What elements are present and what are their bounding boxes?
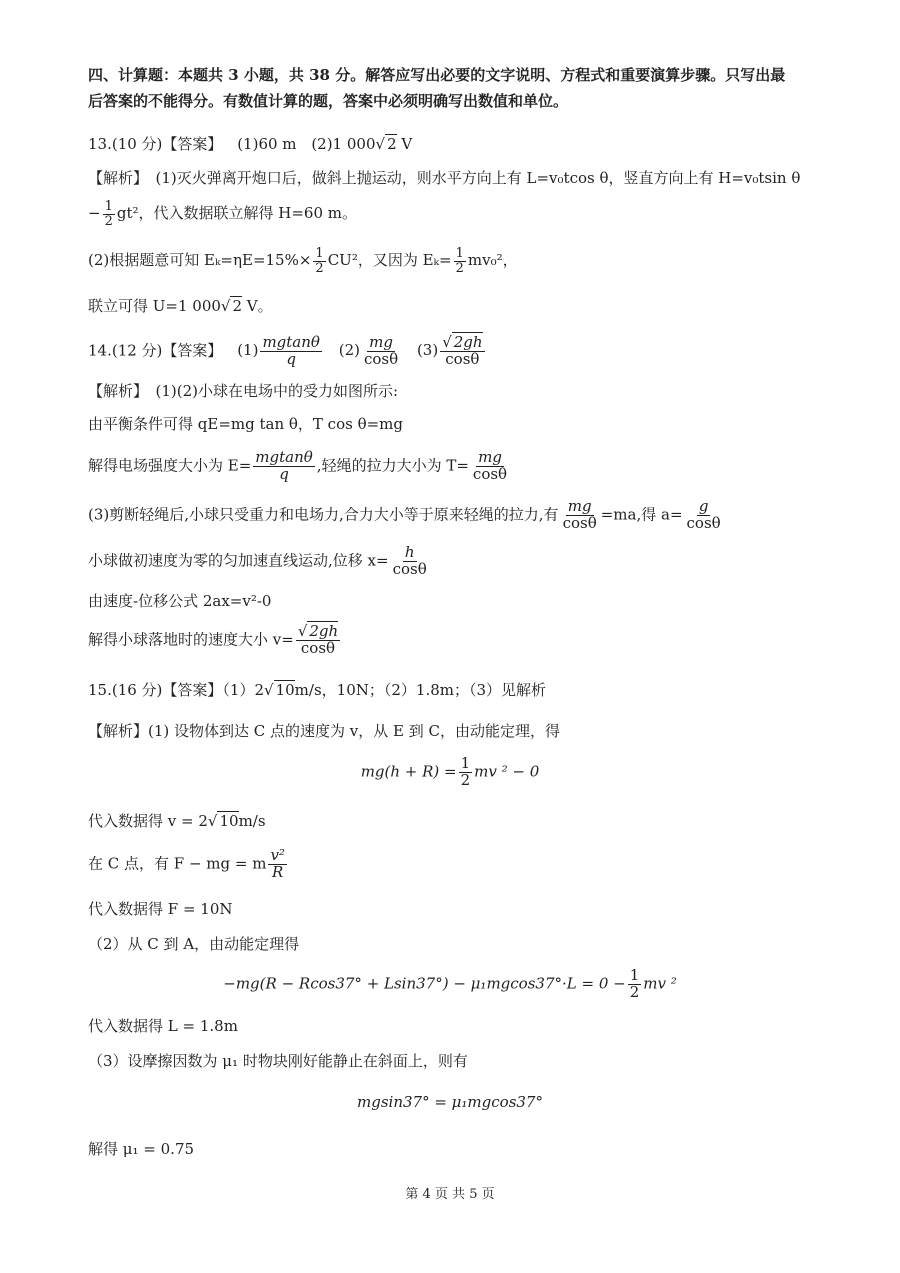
- q15-exp8: 解得 μ₁ = 0.75: [88, 1140, 195, 1158]
- q14-exp4: (3)剪断轻绳后,小球只受重力和电场力,合力大小等于原来轻绳的拉力,有 $\frac{mg}{\cos\theta}$ =ma,得 a= $\frac{g}{\cos\theta}$: [88, 497, 721, 532]
- fraction: $\frac{mg}{\cos\theta}$: [472, 448, 508, 483]
- fraction: $\frac{1}{2}$: [315, 246, 324, 276]
- section-title-line2: 后答案的不能得分。有数值计算的题，答案中必须明确写出数值和单位。: [88, 92, 569, 110]
- q15-eq3: mgsin37° = μ₁mgcos37°: [357, 1093, 543, 1111]
- fraction: $\frac{√ 2gh}{\cos\theta}$: [297, 622, 339, 657]
- fraction: $\frac{1}{2}$: [455, 246, 464, 276]
- q14-head: 14.(12 分)【答案】: [88, 341, 223, 360]
- fraction: $\frac{mgtan\theta}{q}$: [255, 448, 313, 483]
- q15-exp6: 代入数据得 L = 1.8m: [88, 1017, 238, 1035]
- q15-exp3: 在 C 点，有 F − mg = m $\frac{\text{v²}}{R}$: [88, 846, 285, 881]
- q15-exp1: 【解析】(1) 设物体到达 C 点的速度为 v，从 E 到 C，由动能定理，得: [88, 722, 561, 740]
- fraction: $\frac{1}{2}$: [629, 966, 640, 1001]
- fraction: $\frac{mgtan\theta}{q}$: [262, 333, 320, 368]
- q14-exp6: 由速度-位移公式 2ax=v²-0: [88, 592, 272, 610]
- q14-exp7: 解得小球落地时的速度大小 v= $\frac{√ 2gh}{\cos\theta}$: [88, 622, 339, 657]
- q13-exp1: 【解析】 (1)灭火弹离开炮口后，做斜上抛运动，则水平方向上有 L=v₀tcos θ，竖直方向上有 H=v₀tsin θ: [88, 169, 801, 187]
- fraction: $\frac{g}{\cos\theta}$: [686, 497, 721, 532]
- q15-exp5: （2）从 C 到 A，由动能定理得: [88, 935, 300, 953]
- page-footer: 第 4 页 共 5 页: [405, 1187, 495, 1202]
- fraction: $\frac{mg}{\cos\theta}$: [363, 333, 399, 368]
- fraction: $\frac{1}{2}$: [104, 199, 113, 229]
- q13-ans1: (1)60 m: [237, 135, 297, 153]
- fraction: $\frac{1}{2}$: [460, 754, 471, 789]
- q13-head: 13.(10 分)【答案】: [88, 135, 223, 153]
- fraction: $\frac{h}{\cos\theta}$: [392, 543, 427, 578]
- q15-eq2: −mg(R − Rcos37° + Lsin37°) − μ₁mgcos37°·L = 0 − $\frac{1}{2}$ mv ²: [223, 966, 677, 1001]
- q13-exp4: 联立可得 U=1 000√ 2 V。: [88, 297, 273, 315]
- q14-exp1: 【解析】 (1)(2)小球在电场中的受力如图所示:: [88, 382, 399, 400]
- q13-answer-line: [88, 135, 412, 153]
- q15-exp4: 代入数据得 F = 10N: [88, 900, 233, 918]
- q14-exp5: 小球做初速度为零的匀加速直线运动,位移 x= $\frac{h}{\cos\theta}$: [88, 543, 427, 578]
- q15-answer-line: 15.(16 分)【答案】（1）2√ 10m/s，10N；（2）1.8m；（3）见解析: [88, 681, 547, 699]
- fraction: $\frac{mg}{\cos\theta}$: [562, 497, 597, 532]
- q14-exp3: 解得电场强度大小为 E= $\frac{mgtan\theta}{q}$ ,轻绳的拉力大小为 T= $\frac{mg}{\cos\theta}$: [88, 448, 508, 483]
- q15-exp7: （3）设摩擦因数为 μ₁ 时物块刚好能静止在斜面上，则有: [88, 1052, 468, 1070]
- fraction: $\frac{\text{v²}}{R}$: [270, 846, 285, 881]
- section-title-line1: 四、计算题：本题共 3 小题，共 38 分。解答应写出必要的文字说明、方程式和重要演算步骤。只写出最: [88, 66, 786, 84]
- fraction: $\frac{√ 2gh}{\cos\theta}$: [442, 333, 483, 368]
- q13-exp2: − $\frac{1}{2}$ gt²，代入数据联立解得 H=60 m。: [88, 199, 357, 229]
- q15-eq1: mg(h + R) = $\frac{1}{2}$ mv ² − 0: [360, 754, 540, 789]
- q14-exp2: 由平衡条件可得 qE=mg tan θ，T cos θ=mg: [88, 415, 404, 433]
- q14-answer-line: 14.(12 分)【答案】 (1) $\frac{mgtan\theta}{q}$ (2) $\frac{mg}{\cos\theta}$ (3) $\frac{√ 2gh}{\cos\theta}$: [88, 333, 483, 368]
- q13-ans2: (2)1 000√ 2 V: [311, 135, 413, 153]
- q15-exp2: 代入数据得 v = 2√ 10m/s: [88, 812, 266, 830]
- q13-exp3: (2)根据题意可知 Eₖ=ηE=15%× $\frac{1}{2}$ CU²，又因为 Eₖ= $\frac{1}{2}$ mv₀²，: [88, 246, 518, 276]
